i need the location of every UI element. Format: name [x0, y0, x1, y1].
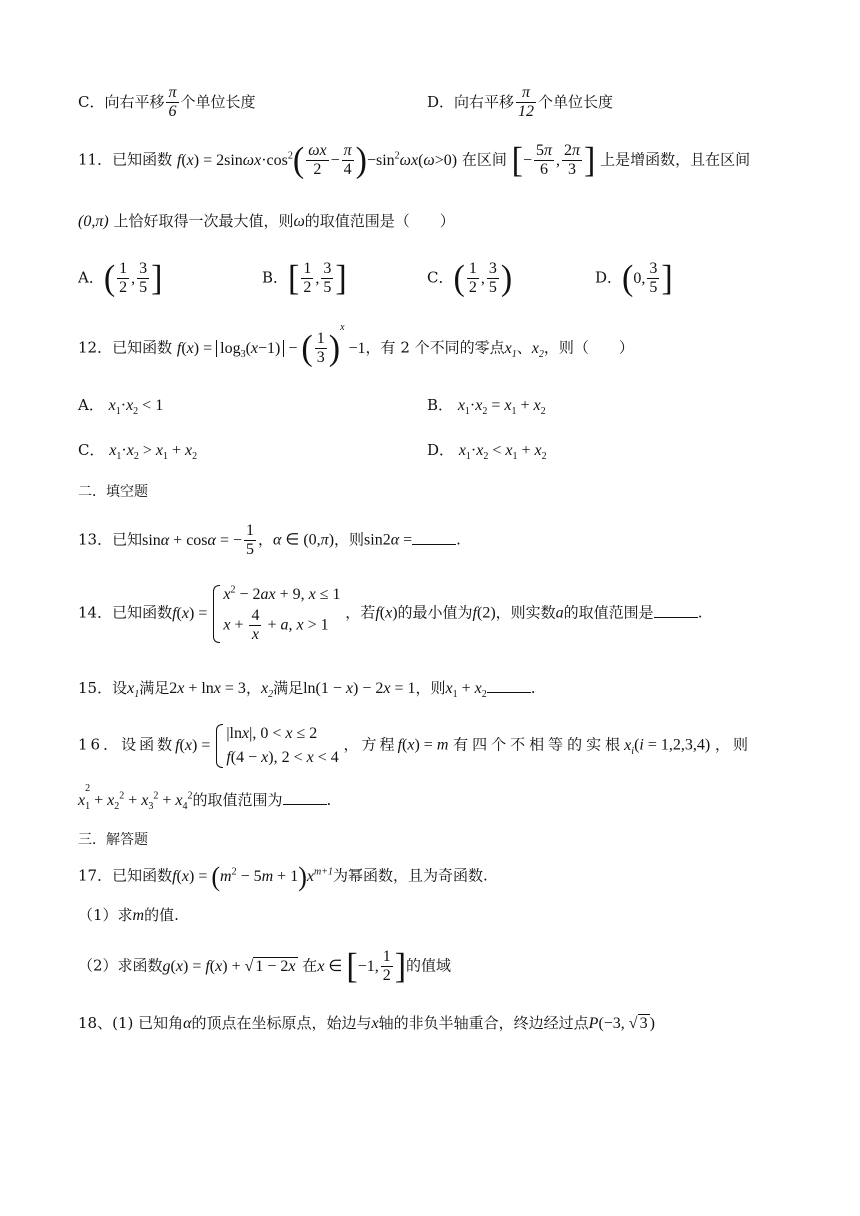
q12-text-zeros: ，有 2 个不同的零点	[365, 338, 505, 357]
q17-g-function: g(x) = f(x) + √ 1 − 2x	[162, 957, 296, 975]
q11-text-max: 上恰好取得一次最大值，则	[113, 212, 294, 230]
q11-omega: ω	[293, 213, 305, 230]
q11-option-a	[78, 260, 163, 298]
q10-option-d-tail: 个单位长度	[538, 92, 614, 111]
q14-min-text: 的最小值为	[397, 603, 473, 622]
q12-option-b-label: B．	[427, 396, 454, 414]
q15-stem	[78, 678, 536, 701]
q15-separator: ，	[245, 679, 261, 697]
q10-option-d-label: D．向右平移	[427, 92, 515, 111]
q18-number: 18、(1) 已知角	[78, 1014, 184, 1032]
q16-stem-line1	[78, 722, 751, 770]
q14-function: f(x) = $x^2 - 2ax + 9$, x ≤ 1 x + $\frac{4}{x}$ + a, x > 1	[172, 584, 341, 644]
q13-number: 13．已知	[78, 530, 143, 549]
q12-stem	[78, 322, 634, 368]
q11-open-interval: (0,π)	[78, 213, 109, 230]
q17-interval: x ∈ [−1, $\frac{1}{2}$ ]	[317, 946, 407, 986]
q16-sum-squares: x $_{2 1} + x_2^2 + x_3^2 + x_4^2$	[78, 783, 193, 813]
q12-option-c-value: $x_1\cdot x_2 > x_1 + x_2$	[109, 442, 198, 463]
q17-power-odd-text: 为幂函数，且为奇函数.	[332, 866, 488, 885]
q12-option-c	[78, 441, 198, 463]
q12-option-b-value: $x_1\cdot x_2 = x_1 + x_2$	[457, 397, 546, 418]
q11-option-b	[262, 260, 347, 298]
q15-end: .	[530, 679, 536, 697]
q12-formula: $f(x) = \log_3(x-1)$ − ( $\frac{1}{3}$ )$^x$ −1	[176, 322, 366, 368]
q12-separator: 、	[516, 338, 532, 357]
q11-formula: $f(x) = 2\sin\omega x\cdot\cos^2$( $\frac{\omega x}{2}$ − $\frac{\pi}{4}$ )$-\sin^2\omega x(\omega>0)$	[176, 140, 458, 180]
q16-answer-blank[interactable]	[283, 790, 327, 805]
q12-option-c-label: C．	[78, 441, 105, 459]
q16-roots: $x_i(i = 1,2,3,4)$	[624, 736, 711, 757]
q17-part2	[78, 948, 451, 986]
q13-formula: sinα + cosα = − $\frac{1}{5}$	[142, 522, 254, 559]
q11-number: 11．已知函数	[78, 150, 173, 169]
q12-option-d-label: D．	[427, 441, 455, 459]
section-solve-heading: 三．解答题	[78, 832, 148, 848]
q15-number: 15．设	[78, 679, 128, 697]
q12-option-d	[427, 441, 547, 463]
q15-sum: $x_1 + x_2$	[445, 680, 487, 701]
q17-part1	[78, 906, 179, 925]
q15-x2: $x_2$	[260, 680, 274, 701]
q12-option-b	[427, 396, 546, 418]
q12-option-a	[78, 396, 164, 418]
q13-domain: α ∈ (0,π)	[273, 531, 335, 549]
q12-end: ，则（ ）	[543, 338, 634, 357]
q15-then: ，则	[415, 679, 446, 697]
q11-option-b-label: B．	[262, 268, 289, 287]
q16-number: 16．设函数	[78, 735, 176, 754]
q11-stem-line2	[78, 212, 455, 231]
q16-equation-text: ，方程	[343, 735, 398, 754]
q13-separator: ，	[257, 530, 273, 549]
q14-stem	[78, 583, 702, 645]
q17-part1-label: （1）求	[78, 906, 133, 924]
q13-end: .	[456, 530, 461, 549]
q12-x2: $x_2$	[531, 339, 544, 360]
q11-option-d-label: D．	[595, 268, 623, 287]
q11-option-c-value: ( $\frac{1}{2}$ , $\frac{3}{5}$ )	[453, 258, 513, 298]
q15-eq1: 2x + lnx = 3	[169, 680, 246, 697]
q13-answer-blank[interactable]	[412, 530, 456, 545]
q18-terminal-text: 轴的非负半轴重合，终边经过点	[378, 1014, 589, 1032]
q17-part2-in: 在	[302, 956, 318, 975]
q14-number: 14．已知函数	[78, 603, 173, 622]
q11-text-range: 的取值范围是（ ）	[304, 212, 455, 230]
q18-point: P(−3, √ 3 )	[588, 1015, 655, 1032]
q10-option-c	[78, 84, 256, 122]
q13-stem	[78, 522, 461, 560]
q14-a: a	[555, 604, 564, 622]
q17-stem	[78, 861, 488, 892]
q14-if: ，若	[345, 603, 376, 622]
q12-option-a-value: $x_1\cdot x_2 < 1$	[108, 397, 164, 418]
q11-option-c-label: C．	[427, 268, 454, 287]
q11-option-b-value: [ $\frac{1}{2}$ , $\frac{3}{5}$ ]	[288, 258, 347, 298]
q11-text-increasing: 上是增函数，且在区间	[600, 150, 751, 169]
q12-option-a-label: A．	[78, 396, 104, 414]
q14-f2: f(2)	[472, 604, 496, 622]
q17-part1-tail: 的值.	[144, 906, 179, 924]
q14-range-text: 的取值范围是	[563, 603, 654, 622]
q16-function: f(x) = |lnx|, 0 < x ≤ 2 f(4 − x), 2 < x < 4	[175, 737, 339, 754]
q14-fx: f(x)	[375, 604, 398, 622]
q10-option-d-fraction: $\frac{\pi}{12}$	[518, 84, 535, 121]
q11-option-c	[427, 260, 512, 298]
q16-stem-line2	[78, 783, 332, 813]
section-fill-in-heading: 二．填空题	[78, 484, 148, 500]
q14-answer-blank[interactable]	[654, 603, 698, 618]
q11-option-a-label: A．	[78, 268, 104, 287]
q12-option-d-value: $x_1\cdot x_2 < x_1 + x_2$	[458, 442, 547, 463]
q17-m: m	[132, 907, 145, 924]
q16-roots-text: 有四个不相等的实根	[453, 735, 625, 754]
q17-part2-tail: 的值域	[406, 956, 452, 975]
q13-then: ，则	[334, 530, 365, 549]
q16-end: .	[326, 791, 332, 809]
q15-satisfies-1: 满足	[139, 679, 170, 697]
q11-option-a-value: ( $\frac{1}{2}$ , $\frac{3}{5}$ ]	[103, 258, 163, 298]
q11-stem-line1	[78, 142, 750, 180]
q18-vertex-text: 的顶点在坐标原点，始边与	[191, 1014, 372, 1032]
q14-end: .	[697, 603, 703, 622]
q11-interval: [− $\frac{5\pi}{6}$ , $\frac{2\pi}{3}$ ]	[511, 140, 596, 180]
q10-option-d	[427, 84, 613, 122]
q11-option-d-value: (0, $\frac{3}{5}$ ]	[622, 258, 673, 298]
q12-number: 12．已知函数	[78, 338, 173, 357]
q17-number: 17．已知函数	[78, 866, 173, 885]
q14-real-text: ，则实数	[495, 603, 556, 622]
q18-alpha: α	[183, 1015, 192, 1032]
q17-part2-label: （2）求函数	[78, 956, 163, 975]
q12-x1: $x_1$	[504, 339, 517, 360]
q16-equation: f(x) = m	[397, 736, 449, 754]
q16-then: ，则	[714, 735, 751, 754]
q18-x-axis: x	[371, 1015, 379, 1032]
q11-text-interval: 在区间	[461, 150, 507, 169]
q10-option-c-tail: 个单位长度	[180, 92, 256, 111]
q11-option-d	[595, 260, 673, 298]
q15-x1: $x_1$	[127, 680, 140, 701]
q17-function: $f(x) = (m^2 - 5m + 1)x^{m+1}$	[172, 861, 333, 892]
q15-answer-blank[interactable]	[487, 678, 531, 693]
q10-option-c-label: C．向右平移	[78, 92, 165, 111]
q15-eq2: ln(1 − x) − 2x = 1	[303, 680, 416, 697]
q18-stem	[78, 1014, 655, 1033]
q15-satisfies-2: 满足	[273, 679, 304, 697]
q13-target: sin2α =	[364, 531, 413, 549]
q16-range-text: 的取值范围为	[192, 791, 283, 809]
q10-option-c-fraction: $\frac{\pi}{6}$	[168, 84, 177, 121]
